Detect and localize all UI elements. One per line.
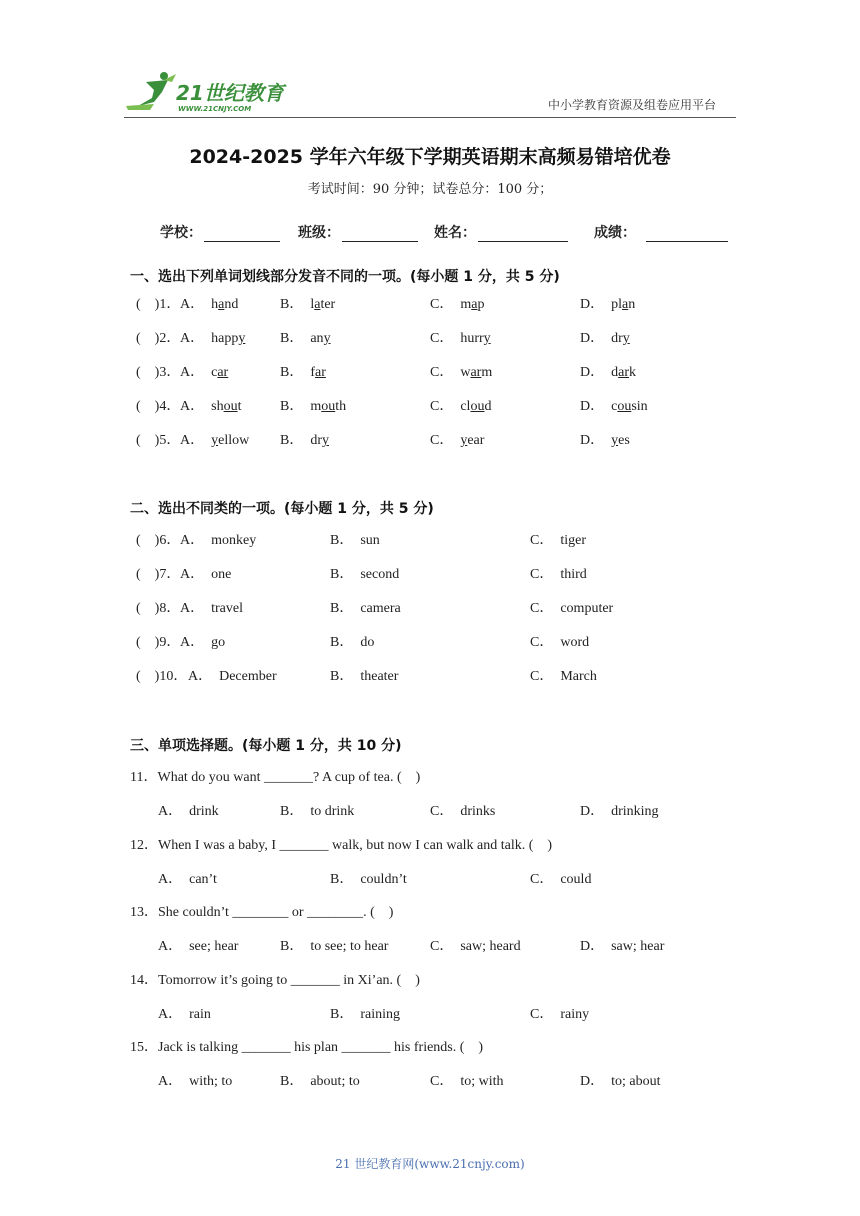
question-number[interactable]: ( )3． [136,365,181,380]
option-letter: B． [280,433,311,448]
option[interactable] [180,363,228,383]
option[interactable] [180,431,249,451]
option[interactable]: B． couldn’t [330,871,407,887]
word-part: n [628,297,636,312]
site-logo [124,70,294,114]
underlined-letters: y [323,331,331,346]
question-number[interactable]: ( )7． [136,567,181,582]
logo-title: 21世纪教育 [176,81,284,105]
question-number[interactable]: ( )4． [136,399,181,414]
option[interactable]: B． second [330,567,400,582]
word-part: d [611,365,619,380]
option[interactable]: C． tiger [530,533,586,548]
option[interactable]: C． saw; heard [430,939,521,954]
option[interactable] [180,397,241,417]
option-letter: D． [580,399,612,414]
word-part: sh [211,399,224,414]
question-row [0,531,860,551]
question-row [0,329,860,349]
question-text: 12．When I was a baby, I _______ walk, but now I can walk and talk. ( ) [130,837,553,853]
word-part: m [481,365,493,380]
option[interactable]: A． December [188,669,277,684]
underlined-letters: a [218,297,225,312]
underlined-letters: y [322,433,330,448]
name-field: 姓名： [434,222,568,242]
option-letter: C． [430,297,461,312]
options-row [0,870,860,890]
option[interactable]: A． one [180,567,232,582]
word-part: k [629,365,637,380]
option-letter: D． [580,365,612,380]
option-letter: D． [580,297,612,312]
underlined-letters: ar [470,365,482,380]
platform-name: 中小学教育资源及组卷应用平台 [548,98,717,112]
word-part: hurr [460,331,484,346]
question-row [0,295,860,315]
option-letter: C． [430,399,461,414]
underlined-letters: y [611,433,619,448]
question-number[interactable]: ( )5． [136,433,181,448]
question-row [0,667,860,687]
question-row [0,633,860,653]
word-part: p [477,297,485,312]
option[interactable]: C． word [530,635,590,650]
header-divider [124,117,736,118]
option[interactable]: C． drinks [430,804,496,819]
question-number[interactable]: ( )2． [136,331,181,346]
word-part: happ [211,331,239,346]
option[interactable]: B． to see; to hear [280,939,389,954]
word-part: h [211,297,219,312]
word-part: ear [467,433,485,448]
option[interactable]: C． could [530,871,592,887]
option[interactable]: A． rain [158,1006,211,1022]
word-part: cl [460,399,471,414]
option[interactable] [180,295,238,315]
runner-icon [126,72,176,110]
option[interactable]: B． do [330,635,375,650]
option[interactable] [580,397,648,417]
question-row [0,431,860,451]
footer-source: 21 世纪教育网(www.21cnjy.com) [335,1157,525,1171]
score-blank[interactable] [646,225,728,242]
option[interactable]: B． sun [330,533,380,548]
paper-title: 2024-2025 学年六年级下学期英语期末高频易错培优卷 [189,146,671,168]
word-part: f [310,365,316,380]
option[interactable] [430,363,492,383]
question-number[interactable]: ( )10． [136,669,188,684]
word-part: m [460,297,472,312]
option[interactable] [280,295,335,315]
option[interactable] [430,431,484,451]
question-row [0,397,860,417]
option[interactable]: C． to; with [430,1074,504,1089]
word-part: th [335,399,347,414]
options-row [0,1005,860,1025]
option[interactable]: B． raining [330,1006,400,1022]
word-part: ellow [218,433,250,448]
underlined-letters: a [471,297,478,312]
question-text: 14．Tomorrow it’s going to _______ in Xi’an. ( ) [130,972,420,988]
question-text: 13．She couldn’t ________ or ________. ( ) [130,905,394,920]
option[interactable] [580,329,630,349]
option-letter: C． [430,331,461,346]
underlined-letters: y [622,331,630,346]
option[interactable] [430,295,484,315]
question-number[interactable]: ( )1． [136,297,181,312]
question-row [0,599,860,619]
name-blank[interactable] [478,225,568,242]
option[interactable]: A． with; to [158,1074,233,1089]
option[interactable]: C． rainy [530,1006,590,1022]
section-1-title: 一、选出下列单词划线部分发音不同的一项。(每小题 1 分，共 5 分) [130,269,560,285]
option-letter: B． [280,297,311,312]
word-part: ter [320,297,336,312]
word-part: l [310,297,315,312]
underlined-letters: ar [315,365,326,380]
underlined-letters: ou [617,399,632,414]
option[interactable]: B． camera [330,601,401,616]
word-part: pl [611,297,623,312]
word-part: t [237,399,242,414]
word-part: nd [224,297,239,312]
option[interactable] [280,363,326,383]
option[interactable]: A． see; hear [158,939,239,954]
word-part: dr [611,331,623,346]
underlined-letters: ar [618,365,630,380]
option-letter: D． [580,331,612,346]
underlined-letters: ar [217,365,229,380]
school-field: 学校： [160,222,280,242]
score-field: 成绩： [594,222,728,242]
word-part: d [484,399,492,414]
options-row [0,802,860,822]
question-number[interactable]: ( )6． [136,533,181,548]
option[interactable]: A． go [180,635,226,650]
option[interactable]: C． computer [530,601,614,616]
option-letter: D． [580,433,612,448]
exam-info: 考试时间：90 分钟；试卷总分：100 分； [307,182,553,197]
class-blank[interactable] [342,225,418,242]
word-part: es [618,433,630,448]
option-letter: A． [180,297,212,312]
underlined-letters: a [622,297,629,312]
option[interactable]: A． travel [180,601,243,616]
underlined-letters: y [460,433,468,448]
logo-url: WWW.21CNJY.COM [178,105,252,113]
word-part: c [611,399,618,414]
word-part: w [460,365,471,380]
word-part: m [310,399,322,414]
option-letter: B． [280,365,311,380]
option[interactable] [580,431,630,451]
word-part: c [211,365,218,380]
option-letter: A． [180,433,212,448]
option-letter: C． [430,365,461,380]
word-part: an [310,331,324,346]
question-text: 11．What do you want _______? A cup of tea. ( ) [130,770,421,785]
section-3-title: 三、单项选择题。(每小题 1 分，共 10 分) [130,738,402,754]
question-number[interactable]: ( )9． [136,635,181,650]
underlined-letters: ou [470,399,485,414]
question-row [0,363,860,383]
option[interactable] [280,329,331,349]
underlined-letters: y [483,331,491,346]
option[interactable]: B． theater [330,669,399,684]
option[interactable] [280,397,346,417]
option[interactable]: B． to drink [280,804,355,819]
underlined-letters: y [211,433,219,448]
class-field: 班级： [298,222,418,242]
question-number[interactable]: ( )8． [136,601,181,616]
word-part: dr [310,433,323,448]
underlined-letters: ou [321,399,336,414]
option[interactable]: A． monkey [180,533,257,548]
option[interactable]: C． March [530,669,597,684]
option[interactable] [580,295,635,315]
option[interactable]: A． drink [158,804,219,819]
option[interactable]: B． about; to [280,1074,360,1089]
question-text: 15．Jack is talking _______ his plan _______ his friends. ( ) [130,1040,484,1055]
option[interactable]: C． third [530,567,587,582]
option-letter: A． [180,331,212,346]
option[interactable]: D． to; about [580,1074,661,1089]
option-letter: B． [280,399,311,414]
option[interactable] [430,329,491,349]
option[interactable] [180,329,245,349]
option[interactable] [430,397,491,417]
underlined-letters: y [238,331,246,346]
option[interactable]: D． saw; hear [580,939,665,954]
underlined-letters: ou [223,399,238,414]
section-2-title: 二、选出不同类的一项。(每小题 1 分，共 5 分) [130,501,434,517]
option[interactable] [280,431,329,451]
underlined-letters: a [314,297,321,312]
option[interactable]: D． drinking [580,804,659,819]
school-blank[interactable] [204,225,280,242]
options-row [0,937,860,957]
option[interactable]: A． can’t [158,871,217,887]
word-part: sin [631,399,648,414]
option[interactable] [580,363,636,383]
option-letter: B． [280,331,311,346]
option-letter: C． [430,433,461,448]
option-letter: A． [180,365,212,380]
option-letter: A． [180,399,212,414]
options-row [0,1072,860,1092]
question-row [0,565,860,585]
